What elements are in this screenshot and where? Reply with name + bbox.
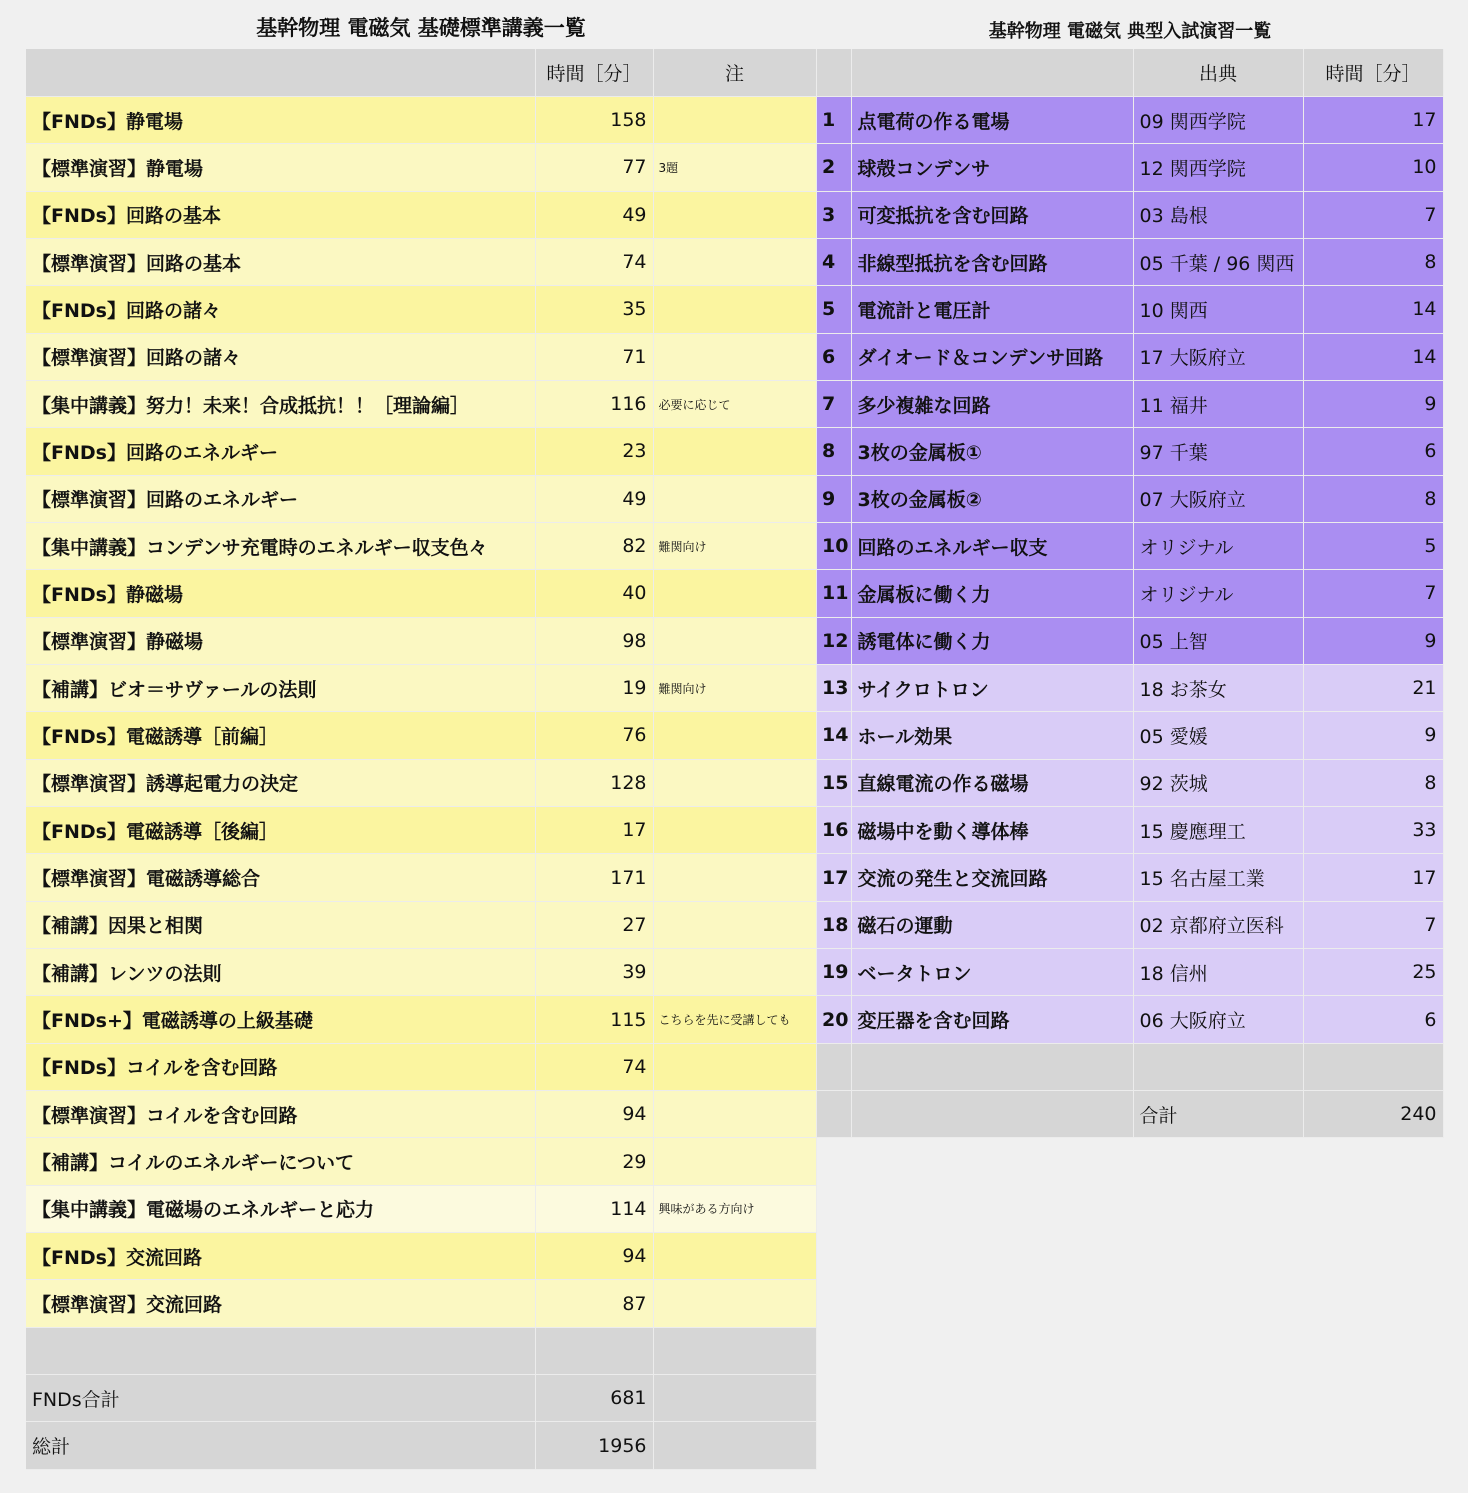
total-label: 合計 — [1133, 1091, 1303, 1138]
lecture-note: こちらを先に受講しても — [653, 996, 816, 1043]
lecture-time: 71 — [535, 333, 653, 380]
exercise-index: 1 — [817, 96, 851, 143]
exercise-source: 97 千葉 — [1133, 428, 1303, 475]
lecture-note: 難関向け — [653, 664, 816, 711]
exercise-title: 金属板に働く力 — [851, 570, 1133, 617]
exercise-time: 9 — [1303, 380, 1443, 427]
empty-cell — [851, 1043, 1133, 1090]
exercise-index: 12 — [817, 617, 851, 664]
exercise-list-title: 基幹物理 電磁気 典型入試演習一覧 — [988, 21, 1272, 42]
table-row — [817, 854, 1443, 901]
fnds-total-row — [26, 1375, 816, 1422]
lecture-time: 114 — [535, 1185, 653, 1232]
table-row — [26, 712, 816, 759]
lecture-time: 49 — [535, 191, 653, 238]
lecture-note — [653, 333, 816, 380]
lecture-time: 98 — [535, 617, 653, 664]
exercise-time: 8 — [1303, 759, 1443, 806]
lecture-note — [653, 854, 816, 901]
fnds-total-value: 681 — [535, 1375, 653, 1422]
table-row — [26, 1138, 816, 1185]
table-row — [817, 475, 1443, 522]
exercise-source: 06 大阪府立 — [1133, 996, 1303, 1043]
lecture-note — [653, 1091, 816, 1138]
table-row — [817, 617, 1443, 664]
empty-row — [817, 1043, 1443, 1090]
lecture-note: 必要に応じて — [653, 380, 816, 427]
table-row — [26, 617, 816, 664]
lecture-list-title: 基幹物理 電磁気 基礎標準講義一覧 — [256, 16, 586, 40]
total-row — [817, 1091, 1443, 1138]
col-header-source: 出典 — [1133, 49, 1303, 96]
table-row — [817, 949, 1443, 996]
lecture-time: 94 — [535, 1091, 653, 1138]
empty-cell — [653, 1375, 816, 1422]
table-row — [26, 1185, 816, 1232]
table-row — [26, 1233, 816, 1280]
exercise-source: オリジナル — [1133, 522, 1303, 569]
table-row — [26, 854, 816, 901]
exercise-source: 05 千葉 / 96 関西 — [1133, 238, 1303, 285]
exercise-source: 02 京都府立医科 — [1133, 901, 1303, 948]
table-row — [26, 570, 816, 617]
exercise-index: 3 — [817, 191, 851, 238]
empty-row — [26, 1327, 816, 1374]
empty-cell — [817, 1091, 851, 1138]
total-value: 240 — [1303, 1091, 1443, 1138]
lecture-time: 128 — [535, 759, 653, 806]
lecture-name: 【標準演習】静磁場 — [26, 617, 535, 664]
lecture-time: 74 — [535, 1043, 653, 1090]
exercise-time: 17 — [1303, 854, 1443, 901]
table-row — [26, 238, 816, 285]
exercise-index: 15 — [817, 759, 851, 806]
exercise-time: 5 — [1303, 522, 1443, 569]
exercise-title: ベータトロン — [851, 949, 1133, 996]
empty-cell — [653, 1422, 816, 1469]
exercise-time: 9 — [1303, 617, 1443, 664]
exercise-index: 19 — [817, 949, 851, 996]
lecture-name: 【標準演習】交流回路 — [26, 1280, 535, 1327]
exercise-time: 14 — [1303, 286, 1443, 333]
exercise-title: 多少複雑な回路 — [851, 380, 1133, 427]
lecture-name: 【標準演習】回路の基本 — [26, 238, 535, 285]
lecture-time: 74 — [535, 238, 653, 285]
table-row — [817, 712, 1443, 759]
exercise-title: 電流計と電圧計 — [851, 286, 1133, 333]
lecture-name: 【FNDs】静電場 — [26, 96, 535, 143]
exercise-source: 15 慶應理工 — [1133, 807, 1303, 854]
lecture-time: 77 — [535, 144, 653, 191]
col-header-title — [851, 49, 1133, 96]
lecture-name: 【標準演習】電磁誘導総合 — [26, 854, 535, 901]
exercise-time: 21 — [1303, 664, 1443, 711]
lecture-note — [653, 1138, 816, 1185]
exercise-index: 6 — [817, 333, 851, 380]
exercise-title: 磁石の運動 — [851, 901, 1133, 948]
exercise-time: 33 — [1303, 807, 1443, 854]
lecture-note — [653, 1280, 816, 1327]
table-row — [26, 428, 816, 475]
lecture-note — [653, 1043, 816, 1090]
table-row — [26, 1280, 816, 1327]
exercise-index: 13 — [817, 664, 851, 711]
lecture-name: 【標準演習】回路のエネルギー — [26, 475, 535, 522]
exercise-index: 7 — [817, 380, 851, 427]
lecture-time: 40 — [535, 570, 653, 617]
lecture-note — [653, 475, 816, 522]
lecture-time: 17 — [535, 807, 653, 854]
exercise-index: 16 — [817, 807, 851, 854]
lecture-name: 【補講】因果と相関 — [26, 901, 535, 948]
exercise-title: ホール効果 — [851, 712, 1133, 759]
lecture-name: 【FNDs】電磁誘導［後編］ — [26, 807, 535, 854]
lecture-note — [653, 807, 816, 854]
table-row — [817, 570, 1443, 617]
empty-cell — [26, 1327, 535, 1374]
exercise-time: 6 — [1303, 428, 1443, 475]
lecture-time: 27 — [535, 901, 653, 948]
lecture-name: 【標準演習】回路の諸々 — [26, 333, 535, 380]
exercise-index: 8 — [817, 428, 851, 475]
lecture-name: 【補講】コイルのエネルギーについて — [26, 1138, 535, 1185]
exercise-title: 点電荷の作る電場 — [851, 96, 1133, 143]
table-row — [26, 1091, 816, 1138]
lecture-name: 【標準演習】静電場 — [26, 144, 535, 191]
exercise-source: オリジナル — [1133, 570, 1303, 617]
col-header-note: 注 — [653, 49, 816, 96]
empty-cell — [817, 1043, 851, 1090]
grand-total-label: 総計 — [26, 1422, 535, 1469]
lecture-name: 【FNDs】電磁誘導［前編］ — [26, 712, 535, 759]
lecture-time: 49 — [535, 475, 653, 522]
exercise-time: 8 — [1303, 475, 1443, 522]
exercise-index: 17 — [817, 854, 851, 901]
empty-cell — [1303, 1043, 1443, 1090]
exercise-source: 18 お茶女 — [1133, 664, 1303, 711]
table-row — [817, 522, 1443, 569]
exercise-source: 09 関西学院 — [1133, 96, 1303, 143]
lecture-time: 116 — [535, 380, 653, 427]
lecture-table — [26, 49, 817, 1470]
table-row — [26, 664, 816, 711]
lecture-note — [653, 428, 816, 475]
col-header-time: 時間［分］ — [535, 49, 653, 96]
lecture-name: 【標準演習】誘導起電力の決定 — [26, 759, 535, 806]
table-row — [817, 428, 1443, 475]
lecture-time: 158 — [535, 96, 653, 143]
lecture-time: 29 — [535, 1138, 653, 1185]
lecture-time: 35 — [535, 286, 653, 333]
lecture-note — [653, 759, 816, 806]
exercise-source: 92 茨城 — [1133, 759, 1303, 806]
exercise-source: 15 名古屋工業 — [1133, 854, 1303, 901]
lecture-note — [653, 901, 816, 948]
lecture-note: 興味がある方向け — [653, 1185, 816, 1232]
table-row — [817, 759, 1443, 806]
exercise-index: 4 — [817, 238, 851, 285]
table-row — [26, 996, 816, 1043]
table-row — [817, 807, 1443, 854]
table-row — [26, 333, 816, 380]
exercise-time: 7 — [1303, 901, 1443, 948]
lecture-name: 【FNDs】静磁場 — [26, 570, 535, 617]
table-row — [817, 238, 1443, 285]
empty-cell — [653, 1327, 816, 1374]
lecture-time: 82 — [535, 522, 653, 569]
fnds-total-label: FNDs合計 — [26, 1375, 535, 1422]
exercise-time: 25 — [1303, 949, 1443, 996]
exercise-title: 球殻コンデンサ — [851, 144, 1133, 191]
exercise-table-header — [817, 49, 1443, 96]
lecture-note — [653, 570, 816, 617]
lecture-note — [653, 191, 816, 238]
col-header-name — [26, 49, 535, 96]
table-row — [817, 333, 1443, 380]
exercise-index: 14 — [817, 712, 851, 759]
table-row — [817, 380, 1443, 427]
empty-cell — [535, 1327, 653, 1374]
table-row — [817, 191, 1443, 238]
lecture-time: 115 — [535, 996, 653, 1043]
exercise-index: 2 — [817, 144, 851, 191]
table-row — [817, 996, 1443, 1043]
exercise-source: 07 大阪府立 — [1133, 475, 1303, 522]
lecture-name: 【FNDs】交流回路 — [26, 1233, 535, 1280]
exercise-index: 9 — [817, 475, 851, 522]
table-row — [817, 144, 1443, 191]
lecture-note: 難関向け — [653, 522, 816, 569]
table-row — [26, 475, 816, 522]
lecture-name: 【FNDs】回路のエネルギー — [26, 428, 535, 475]
lecture-name: 【補講】レンツの法則 — [26, 949, 535, 996]
lecture-time: 87 — [535, 1280, 653, 1327]
lecture-name: 【FNDs】コイルを含む回路 — [26, 1043, 535, 1090]
exercise-source: 10 関西 — [1133, 286, 1303, 333]
exercise-time: 10 — [1303, 144, 1443, 191]
exercise-time: 14 — [1303, 333, 1443, 380]
exercise-source: 05 上智 — [1133, 617, 1303, 664]
table-row — [26, 949, 816, 996]
exercise-index: 10 — [817, 522, 851, 569]
exercise-time: 17 — [1303, 96, 1443, 143]
lecture-time: 171 — [535, 854, 653, 901]
exercise-time: 8 — [1303, 238, 1443, 285]
exercise-time: 7 — [1303, 191, 1443, 238]
lecture-note — [653, 949, 816, 996]
exercise-title: 3枚の金属板② — [851, 475, 1133, 522]
exercise-title: 可変抵抗を含む回路 — [851, 191, 1133, 238]
lecture-note — [653, 1233, 816, 1280]
table-row — [817, 286, 1443, 333]
lecture-time: 19 — [535, 664, 653, 711]
lecture-name: 【FNDs】回路の諸々 — [26, 286, 535, 333]
exercise-time: 6 — [1303, 996, 1443, 1043]
lecture-time: 76 — [535, 712, 653, 759]
table-row — [817, 664, 1443, 711]
exercise-title: 磁場中を動く導体棒 — [851, 807, 1133, 854]
lecture-name: 【FNDs+】電磁誘導の上級基礎 — [26, 996, 535, 1043]
lecture-note: 3題 — [653, 144, 816, 191]
grand-total-value: 1956 — [535, 1422, 653, 1469]
table-row — [26, 96, 816, 143]
lecture-name: 【集中講義】電磁場のエネルギーと応力 — [26, 1185, 535, 1232]
lecture-name: 【集中講義】努力！未来！合成抵抗！！［理論編］ — [26, 380, 535, 427]
exercise-index: 20 — [817, 996, 851, 1043]
table-row — [26, 807, 816, 854]
exercise-title: サイクロトロン — [851, 664, 1133, 711]
lecture-name: 【補講】ビオ＝サヴァールの法則 — [26, 664, 535, 711]
exercise-title: 回路のエネルギー収支 — [851, 522, 1133, 569]
lecture-name: 【FNDs】回路の基本 — [26, 191, 535, 238]
table-row — [817, 96, 1443, 143]
table-row — [26, 1043, 816, 1090]
exercise-source: 03 島根 — [1133, 191, 1303, 238]
exercise-time: 9 — [1303, 712, 1443, 759]
exercise-source: 11 福井 — [1133, 380, 1303, 427]
lecture-time: 23 — [535, 428, 653, 475]
exercise-title: 直線電流の作る磁場 — [851, 759, 1133, 806]
table-row — [26, 286, 816, 333]
table-row — [26, 380, 816, 427]
exercise-source: 17 大阪府立 — [1133, 333, 1303, 380]
lecture-note — [653, 286, 816, 333]
lecture-note — [653, 96, 816, 143]
lecture-time: 94 — [535, 1233, 653, 1280]
empty-cell — [851, 1091, 1133, 1138]
exercise-index: 5 — [817, 286, 851, 333]
col-header-time: 時間［分］ — [1303, 49, 1443, 96]
exercise-source: 18 信州 — [1133, 949, 1303, 996]
exercise-title: 交流の発生と交流回路 — [851, 854, 1133, 901]
empty-cell — [1133, 1043, 1303, 1090]
lecture-note — [653, 712, 816, 759]
exercise-source: 12 関西学院 — [1133, 144, 1303, 191]
lecture-note — [653, 617, 816, 664]
exercise-index: 18 — [817, 901, 851, 948]
lecture-note — [653, 238, 816, 285]
table-row — [817, 901, 1443, 948]
table-row — [26, 191, 816, 238]
exercise-title: 非線型抵抗を含む回路 — [851, 238, 1133, 285]
table-row — [26, 759, 816, 806]
exercise-title: 変圧器を含む回路 — [851, 996, 1133, 1043]
table-row — [26, 522, 816, 569]
exercise-title: ダイオード＆コンデンサ回路 — [851, 333, 1133, 380]
exercise-index: 11 — [817, 570, 851, 617]
exercise-title: 3枚の金属板① — [851, 428, 1133, 475]
exercise-source: 05 愛媛 — [1133, 712, 1303, 759]
lecture-time: 39 — [535, 949, 653, 996]
exercise-time: 7 — [1303, 570, 1443, 617]
grand-total-row — [26, 1422, 816, 1469]
exercise-table — [817, 49, 1444, 1138]
exercise-title: 誘電体に働く力 — [851, 617, 1133, 664]
col-header-index — [817, 49, 851, 96]
lecture-name: 【集中講義】コンデンサ充電時のエネルギー収支色々 — [26, 522, 535, 569]
table-row — [26, 144, 816, 191]
lecture-name: 【標準演習】コイルを含む回路 — [26, 1091, 535, 1138]
table-row — [26, 901, 816, 948]
lecture-table-header — [26, 49, 816, 96]
